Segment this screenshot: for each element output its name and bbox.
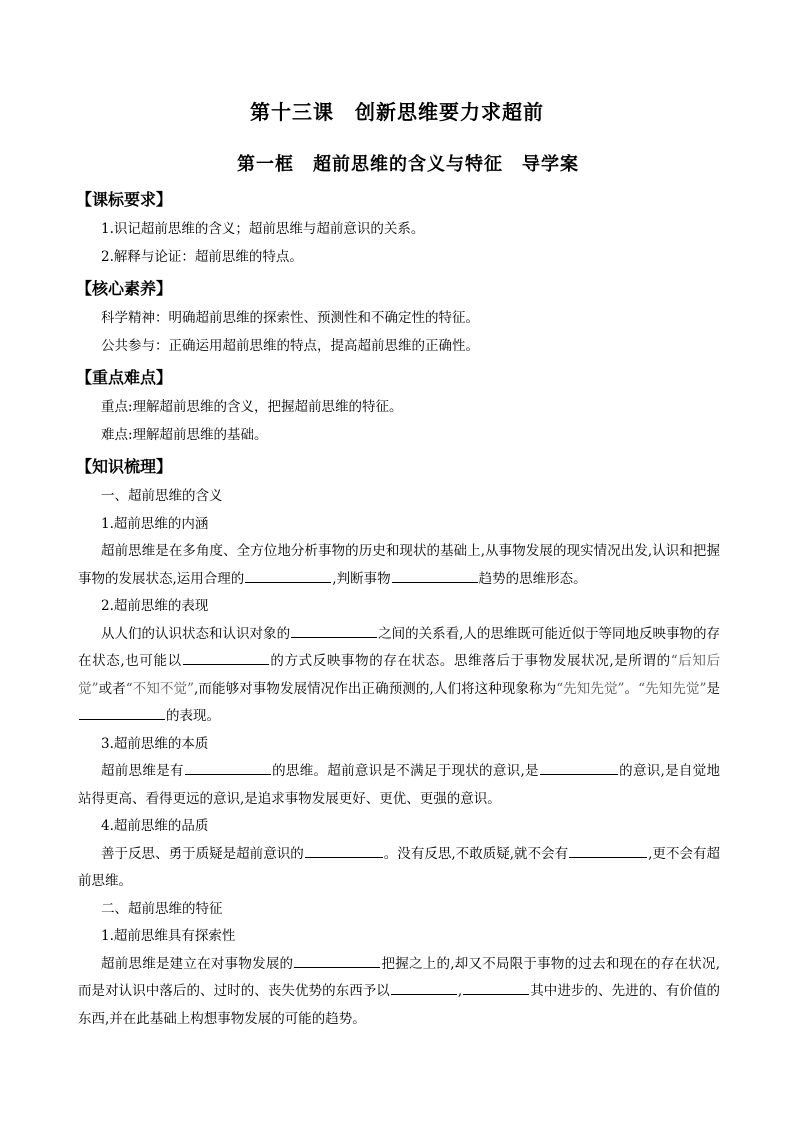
fill-blank[interactable] bbox=[79, 705, 165, 720]
fill-blank[interactable] bbox=[540, 760, 618, 775]
kebiao-item: 2.解释与论证：超前思维的特点。 bbox=[101, 248, 303, 265]
fill-blank[interactable] bbox=[569, 843, 647, 858]
section-head-kebiao: 【课标要求】 bbox=[76, 190, 173, 209]
kebiao-item: 1.识记超前思维的含义；超前思维与超前意识的关系。 bbox=[101, 221, 425, 237]
fill-blank[interactable] bbox=[305, 843, 383, 858]
fill-blank[interactable] bbox=[294, 953, 380, 968]
page-subtitle: 第一框 超前思维的含义与特征 导学案 bbox=[237, 154, 579, 175]
fill-blank[interactable] bbox=[392, 568, 478, 583]
part-heading: 一、超前思维的含义 bbox=[101, 488, 223, 504]
fill-blank[interactable] bbox=[185, 760, 271, 775]
fill-blank[interactable] bbox=[463, 980, 529, 995]
paragraph-biaoxian: 从人们的认识状态和认识对象的 之间的关系看,人的思维既可能近似于等同地反映事物的存在状态,也可能以 的方式反映事物的存在状态。思维落后于事物发展状况,是所谓的“后知后觉”或者“不知不觉”,而能够对事物发展情况作出正确预测的,人们将这种现象称为“先知先觉”。“先知先觉”是的表现。 bbox=[78, 621, 720, 731]
section-head-zhishi: 【知识梳理】 bbox=[76, 457, 173, 476]
fill-blank[interactable] bbox=[183, 650, 269, 665]
sub-heading: 3.超前思维的本质 bbox=[101, 735, 209, 752]
paragraph-benzhi: 超前思维是有 的思维。超前意识是不满足于现状的意识,是 的意识,是自觉地站得更高、看得更远的意识,是追求事物发展更好、更优、更强的意识。 bbox=[78, 758, 720, 813]
zhongdian-item: 难点:理解超前思维的基础。 bbox=[101, 426, 268, 443]
fill-blank[interactable] bbox=[291, 623, 377, 638]
page-title: 第十三课 创新思维要力求超前 bbox=[250, 100, 544, 124]
hexin-item: 科学精神：明确超前思维的探索性、预测性和不确定性的特征。 bbox=[101, 310, 479, 326]
hexin-item: 公共参与：正确运用超前思维的特点，提高超前思维的正确性。 bbox=[101, 337, 479, 354]
fill-blank[interactable] bbox=[245, 568, 331, 583]
fill-blank[interactable] bbox=[391, 980, 457, 995]
sub-heading: 2.超前思维的表现 bbox=[101, 598, 209, 614]
worksheet-content bbox=[78, 182, 720, 1033]
paragraph-tansuoxing: 超前思维是建立在对事物发展的 把握之上的,却又不局限于事物的过去和现在的存在状况,而是对认识中落后的、过时的、丧失优势的东西予以 , 其中进步的、先进的、有价值的东西,并在此基础上构想事物发展的可能的趋势。 bbox=[78, 951, 720, 1034]
paragraph-neihan: 超前思维是在多角度、全方位地分析事物的历史和现状的基础上,从事物发展的现实情况出发,认识和把握事物的发展状态,运用合理的 ,判断事物 趋势的思维形态。 bbox=[78, 543, 720, 587]
sub-heading: 1.超前思维的内涵 bbox=[101, 515, 209, 532]
zhongdian-item: 重点:理解超前思维的含义，把握超前思维的特征。 bbox=[101, 399, 403, 415]
part-heading: 二、超前思维的特征 bbox=[101, 900, 223, 917]
section-head-hexin: 【核心素养】 bbox=[76, 279, 173, 298]
sub-heading: 4.超前思维的品质 bbox=[101, 818, 209, 834]
sub-heading: 1.超前思维具有探索性 bbox=[101, 928, 236, 944]
section-head-zhongdian: 【重点难点】 bbox=[76, 368, 173, 387]
paragraph-pinzhi: 善于反思、勇于质疑是超前意识的 。没有反思,不敢质疑,就不会有 ,更不会有超前思维。 bbox=[78, 841, 720, 896]
